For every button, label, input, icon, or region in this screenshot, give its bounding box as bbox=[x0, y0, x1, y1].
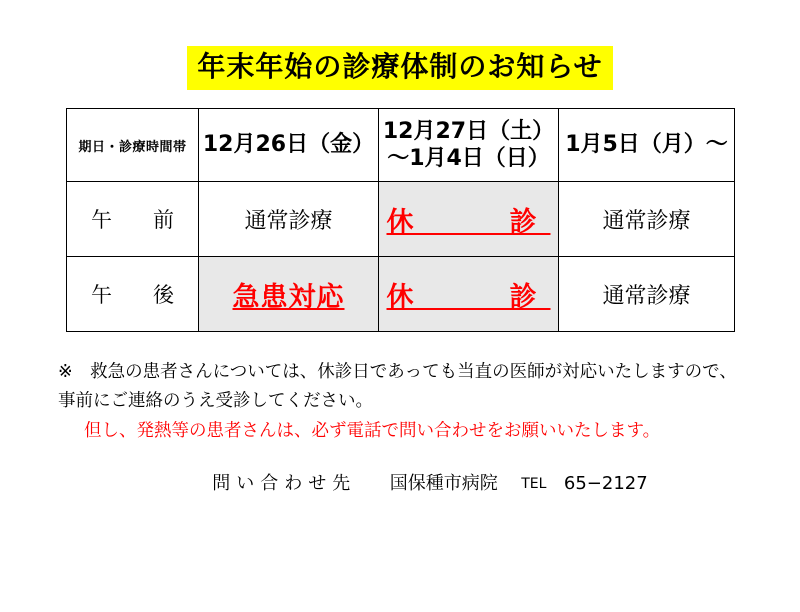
header-date-line1: 1月5日（月）〜 bbox=[565, 132, 728, 158]
table-row bbox=[67, 182, 735, 257]
tel-number: 65−2127 bbox=[563, 473, 648, 495]
contact-label: 問い合わせ先 bbox=[212, 473, 357, 495]
schedule-table-container bbox=[66, 108, 734, 332]
table-header-row bbox=[67, 109, 735, 182]
table-header-col-2 bbox=[379, 109, 559, 182]
table-corner-label: 期日・診療時間帯 bbox=[67, 109, 199, 182]
cell-value: 通常診療 bbox=[602, 283, 691, 309]
table-header-col-3 bbox=[559, 109, 735, 182]
header-date-line2: 〜1月4日（日） bbox=[387, 146, 550, 172]
cell-value: 休 診 bbox=[386, 281, 551, 313]
cell-value: 通常診療 bbox=[244, 208, 333, 234]
cell-afternoon-2 bbox=[379, 257, 559, 332]
note-emergency: ※ 救急の患者さんについては、休診日であっても当直の医師が対応いたしますので、事前にご連絡のうえ受診してください。 bbox=[58, 362, 737, 411]
page-title: 年末年始の診療体制のお知らせ bbox=[187, 46, 612, 90]
cell-value: 休 診 bbox=[386, 206, 551, 238]
cell-morning-1 bbox=[199, 182, 379, 257]
footer-contact bbox=[0, 469, 800, 495]
cell-afternoon-1 bbox=[199, 257, 379, 332]
tel-label: TEL bbox=[521, 476, 547, 493]
notes-section bbox=[58, 358, 742, 445]
hospital-name: 国保種市病院 bbox=[389, 473, 498, 495]
row-label-afternoon: 午 後 bbox=[67, 257, 199, 332]
cell-morning-3 bbox=[559, 182, 735, 257]
note-fever-warning: 但し、発熱等の患者さんは、必ず電話で問い合わせをお願いいたします。 bbox=[84, 420, 661, 441]
title-container bbox=[0, 46, 800, 90]
cell-afternoon-3 bbox=[559, 257, 735, 332]
cell-value: 通常診療 bbox=[602, 208, 691, 234]
table-header-col-1 bbox=[199, 109, 379, 182]
schedule-table bbox=[66, 108, 735, 332]
header-date-line1: 12月27日（土） bbox=[382, 118, 555, 144]
notice-page bbox=[0, 46, 800, 612]
cell-value: 急患対応 bbox=[232, 281, 345, 313]
header-date-line1: 12月26日（金） bbox=[202, 132, 375, 158]
row-label-morning: 午 前 bbox=[67, 182, 199, 257]
table-row bbox=[67, 257, 735, 332]
cell-morning-2 bbox=[379, 182, 559, 257]
